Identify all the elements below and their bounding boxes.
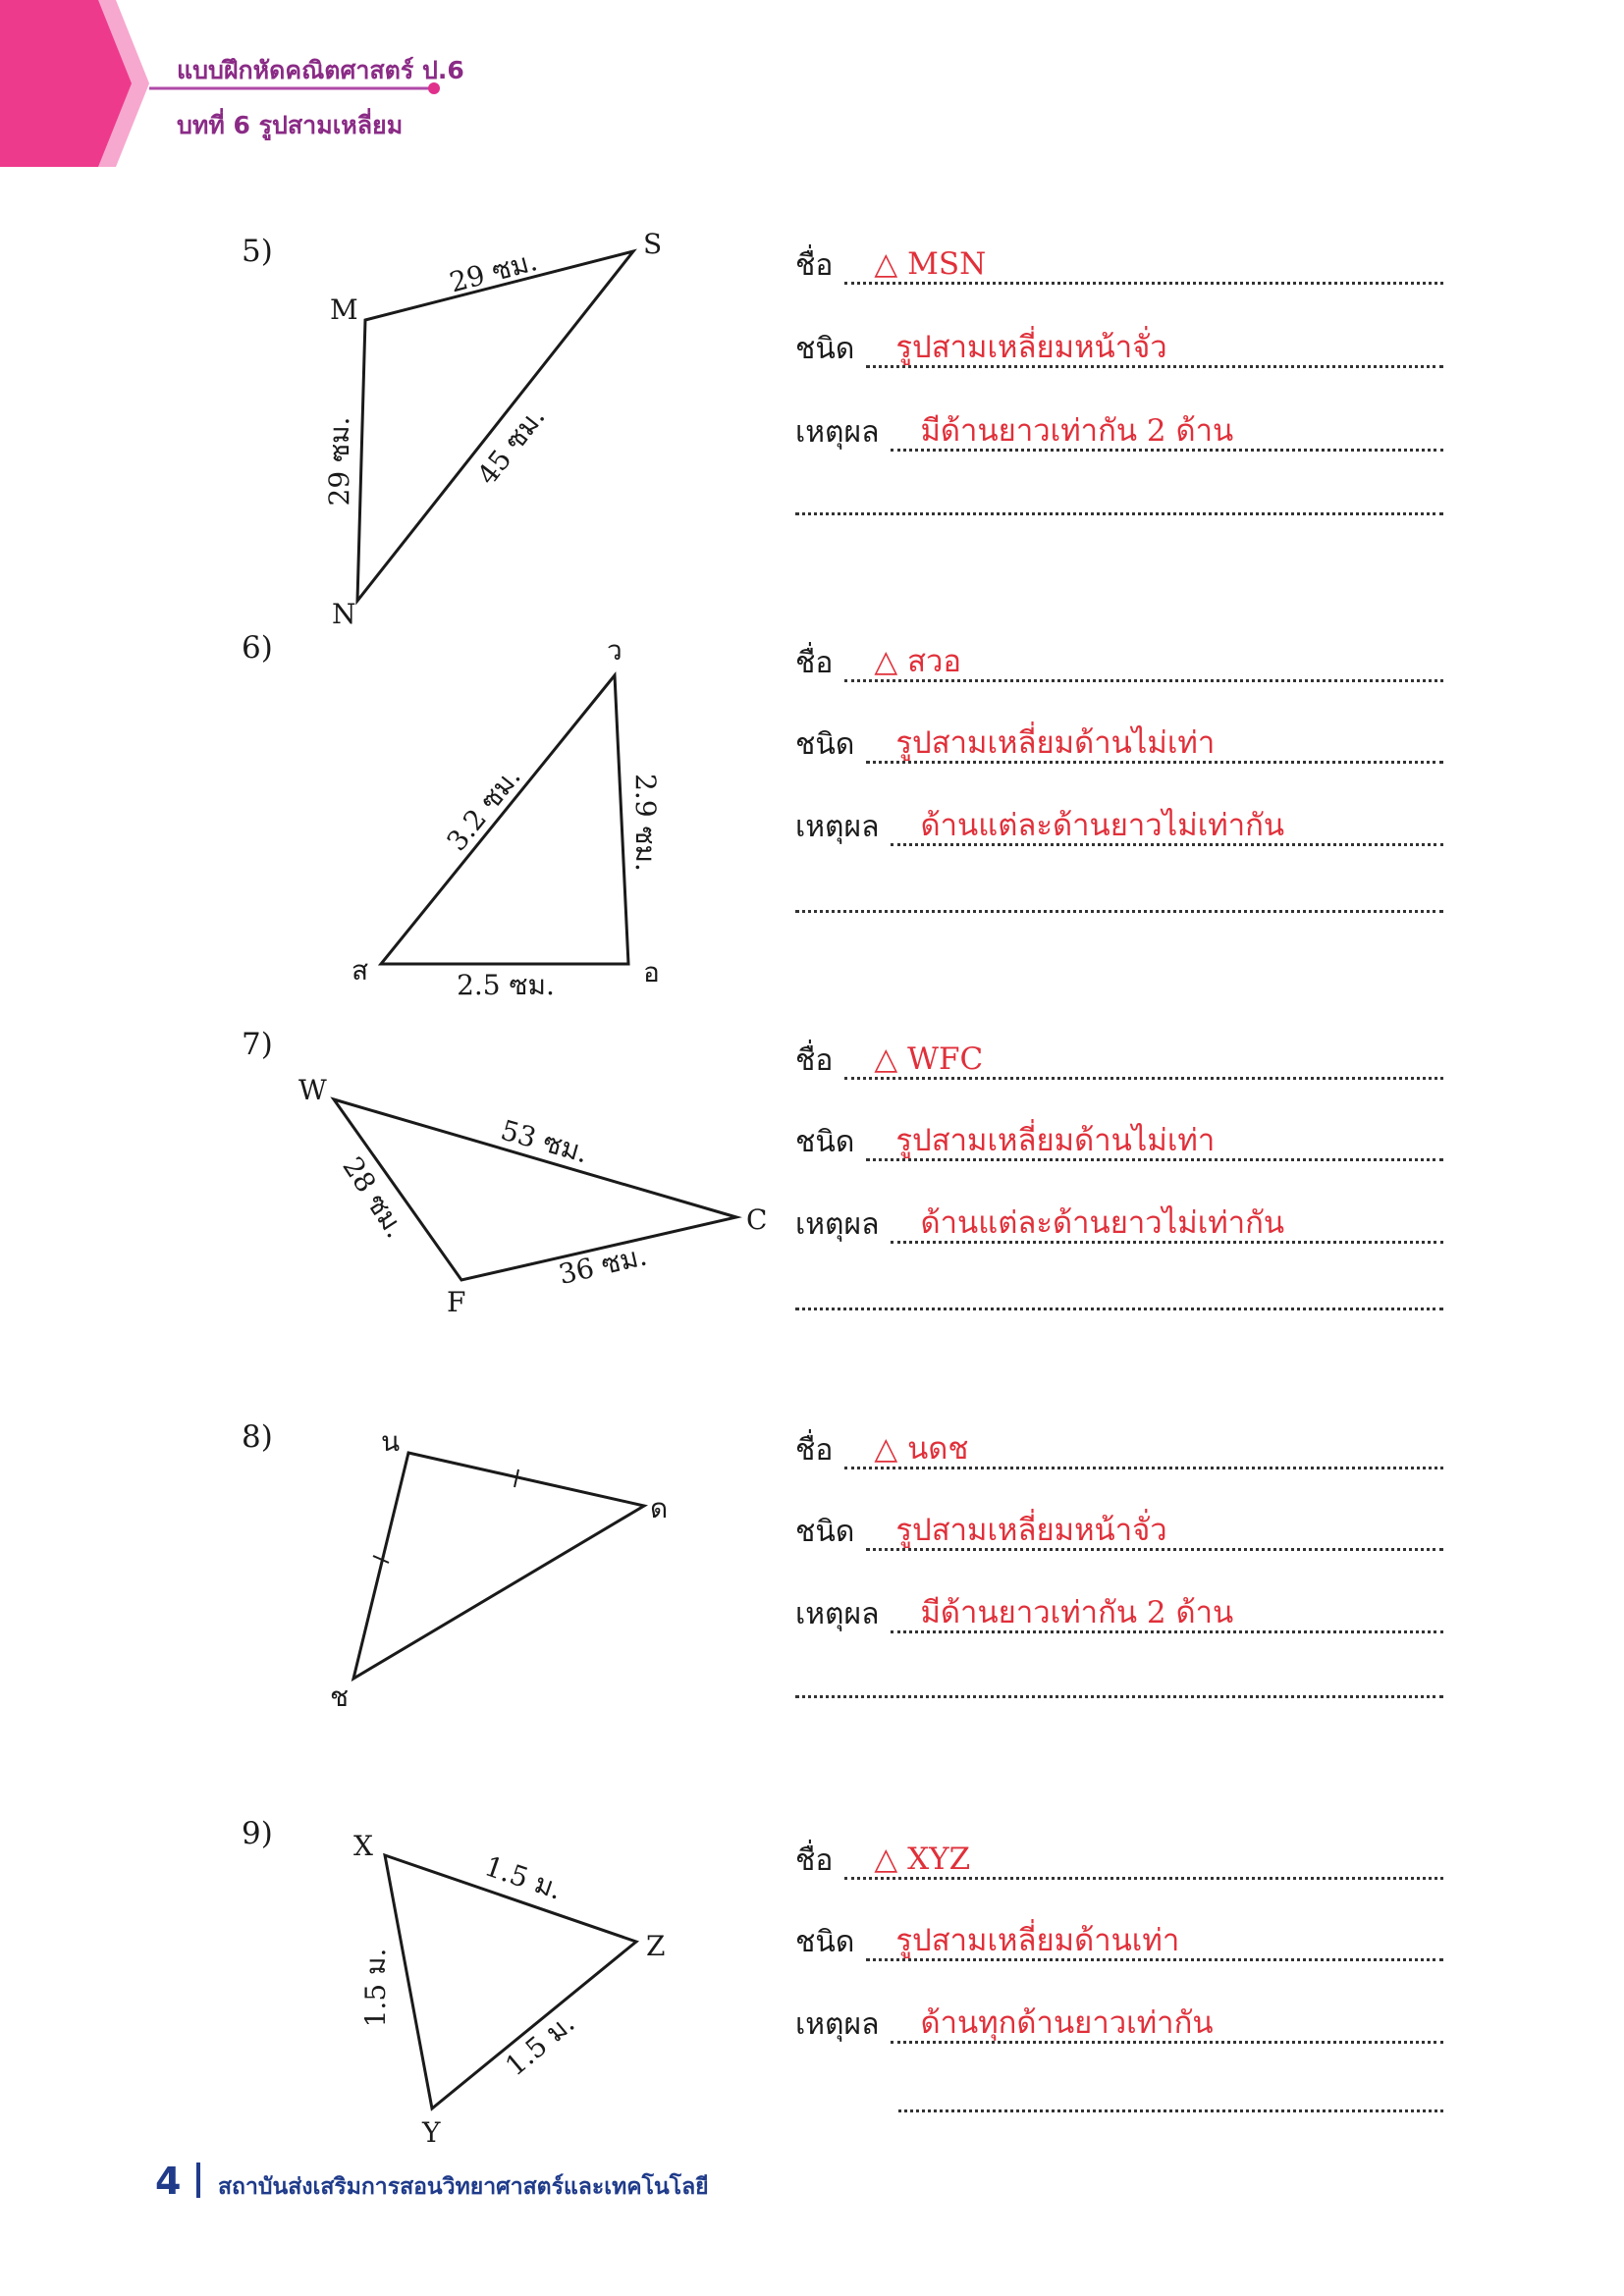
answer-line[interactable]: [795, 473, 1443, 515]
side-length-label: 28 ซม.: [336, 1150, 412, 1244]
tick-mark: [514, 1469, 518, 1487]
answer-row-reason: [795, 402, 1443, 452]
publisher-name: สถาบันส่งเสริมการสอนวิทยาศาสตร์และเทคโนโลยี: [218, 2174, 709, 2200]
field-label: ชื่อ: [795, 1043, 834, 1078]
vertex-label: Y: [422, 2116, 441, 2149]
vertex-label: Z: [646, 1930, 666, 1962]
vertex-label: W: [298, 1074, 327, 1106]
vertex-label: ส: [352, 954, 369, 987]
answer-line[interactable]: [891, 409, 1443, 452]
field-label: เหตุผล: [795, 1207, 880, 1242]
answer-line[interactable]: [795, 1656, 1443, 1698]
vertex-label: C: [746, 1203, 768, 1236]
answer-row-extra: [898, 2063, 1443, 2112]
vertex-label: F: [447, 1286, 466, 1318]
answer-row-type: [795, 715, 1443, 764]
answer-line[interactable]: [866, 721, 1443, 764]
vertex-label: N: [332, 598, 356, 630]
page-number: 4: [155, 2160, 182, 2203]
answer-line[interactable]: [866, 1509, 1443, 1551]
side-length-label: 53 ซม.: [497, 1113, 592, 1170]
answer-line[interactable]: [898, 2070, 1443, 2112]
answer-text: รูปสามเหลี่ยมด้านเท่า: [895, 1923, 1180, 1958]
answer-text: △ WFC: [874, 1041, 984, 1077]
vertex-label: อ: [643, 956, 660, 988]
answer-line[interactable]: [844, 1838, 1443, 1880]
side-length-label: 29 ซม.: [323, 416, 355, 507]
chapter-title: บทที่ 6 รูปสามเหลี่ยม: [177, 111, 404, 139]
field-label: ชื่อ: [795, 1433, 834, 1468]
answer-text: ด้านแต่ละด้านยาวไม่เท่ากัน: [920, 808, 1285, 843]
answer-line[interactable]: [891, 1591, 1443, 1633]
answer-text: △ สวอ: [874, 644, 962, 679]
field-label: ชนิด: [795, 332, 855, 366]
answer-row-name: [795, 236, 1443, 285]
triangle-7-shape: [334, 1099, 736, 1280]
answer-line[interactable]: [844, 1038, 1443, 1080]
answer-row-reason: [795, 797, 1443, 846]
field-label: ชนิด: [795, 1925, 855, 1959]
answer-row-reason: [795, 1584, 1443, 1633]
answer-line[interactable]: [866, 1119, 1443, 1161]
vertex-label: ช: [330, 1681, 350, 1713]
triangle-6-shape: [381, 675, 628, 964]
question-number: 5): [242, 234, 273, 269]
answer-text: △ XYZ: [874, 1842, 971, 1877]
answer-row-reason: [795, 1995, 1443, 2044]
answer-row-name: [795, 1831, 1443, 1880]
answer-line[interactable]: [844, 1427, 1443, 1469]
side-length-label: 1.5 ม.: [499, 2006, 581, 2083]
footer-divider: [196, 2163, 200, 2198]
answer-row-type: [795, 1912, 1443, 1961]
answer-row-extra: [795, 1649, 1443, 1698]
vertex-label: น: [381, 1425, 401, 1458]
answer-row-name: [795, 1420, 1443, 1469]
answer-text: มีด้านยาวเท่ากัน 2 ด้าน: [920, 413, 1234, 449]
question-number: 6): [242, 630, 273, 666]
answer-line[interactable]: [891, 2002, 1443, 2044]
answer-text: รูปสามเหลี่ยมด้านไม่เท่า: [895, 725, 1216, 761]
side-length-label: 1.5 ม.: [480, 1849, 567, 1906]
vertex-label: M: [330, 294, 358, 326]
triangle-5-shape: [357, 251, 633, 601]
answer-line[interactable]: [866, 326, 1443, 368]
answer-text: มีด้านยาวเท่ากัน 2 ด้าน: [920, 1595, 1234, 1630]
field-label: ชนิด: [795, 1125, 855, 1159]
answer-line[interactable]: [891, 1201, 1443, 1244]
answer-line[interactable]: [795, 1268, 1443, 1310]
side-length-label: 1.5 ม.: [359, 1948, 392, 2028]
question-number: 9): [242, 1816, 273, 1851]
question-number: 8): [242, 1419, 273, 1455]
field-label: เหตุผล: [795, 415, 880, 450]
workbook-title: แบบฝึกหัดคณิตศาสตร์ ป.6: [177, 56, 464, 84]
side-length-label: 2.9 ซม.: [629, 774, 662, 872]
triangle-8-shape: [353, 1453, 644, 1679]
question-number: 7): [242, 1027, 273, 1062]
side-length-label: 36 ซม.: [555, 1239, 650, 1292]
answer-line[interactable]: [866, 1919, 1443, 1961]
answer-text: △ นดช: [874, 1431, 969, 1467]
answer-line[interactable]: [891, 804, 1443, 846]
field-label: เหตุผล: [795, 1597, 880, 1631]
vertex-label: S: [643, 228, 663, 260]
vertex-label: X: [353, 1830, 373, 1862]
field-label: ชื่อ: [795, 646, 834, 680]
answer-text: ด้านแต่ละด้านยาวไม่เท่ากัน: [920, 1205, 1285, 1241]
vertex-label: ว: [607, 634, 623, 667]
side-length-label: 45 ซม.: [470, 400, 552, 492]
tick-mark: [373, 1556, 389, 1563]
triangle-9-shape: [385, 1855, 636, 2109]
vertex-label: ด: [650, 1492, 669, 1524]
answer-text: รูปสามเหลี่ยมด้านไม่เท่า: [895, 1123, 1216, 1158]
side-length-label: 29 ซม.: [446, 244, 541, 299]
answer-text: ด้านทุกด้านยาวเท่ากัน: [920, 2005, 1214, 2041]
field-label: ชื่อ: [795, 248, 834, 283]
answer-row-type: [795, 319, 1443, 368]
answer-line[interactable]: [844, 640, 1443, 682]
answer-row-reason: [795, 1195, 1443, 1244]
answer-row-extra: [795, 466, 1443, 515]
answer-row-type: [795, 1502, 1443, 1551]
answer-line[interactable]: [844, 242, 1443, 285]
field-label: เหตุผล: [795, 810, 880, 844]
answer-text: △ MSN: [874, 246, 987, 282]
answer-row-name: [795, 633, 1443, 682]
answer-text: รูปสามเหลี่ยมหน้าจั่ว: [895, 330, 1167, 365]
answer-row-type: [795, 1112, 1443, 1161]
side-length-label: 3.2 ซม.: [440, 760, 527, 858]
answer-row-name: [795, 1031, 1443, 1080]
answer-row-extra: [795, 1261, 1443, 1310]
field-label: เหตุผล: [795, 2007, 880, 2042]
field-label: ชื่อ: [795, 1843, 834, 1878]
answer-text: รูปสามเหลี่ยมหน้าจั่ว: [895, 1513, 1167, 1548]
field-label: ชนิด: [795, 1515, 855, 1549]
answer-line[interactable]: [795, 871, 1443, 913]
field-label: ชนิด: [795, 727, 855, 762]
side-length-label: 2.5 ซม.: [457, 969, 555, 1001]
answer-row-extra: [795, 864, 1443, 913]
